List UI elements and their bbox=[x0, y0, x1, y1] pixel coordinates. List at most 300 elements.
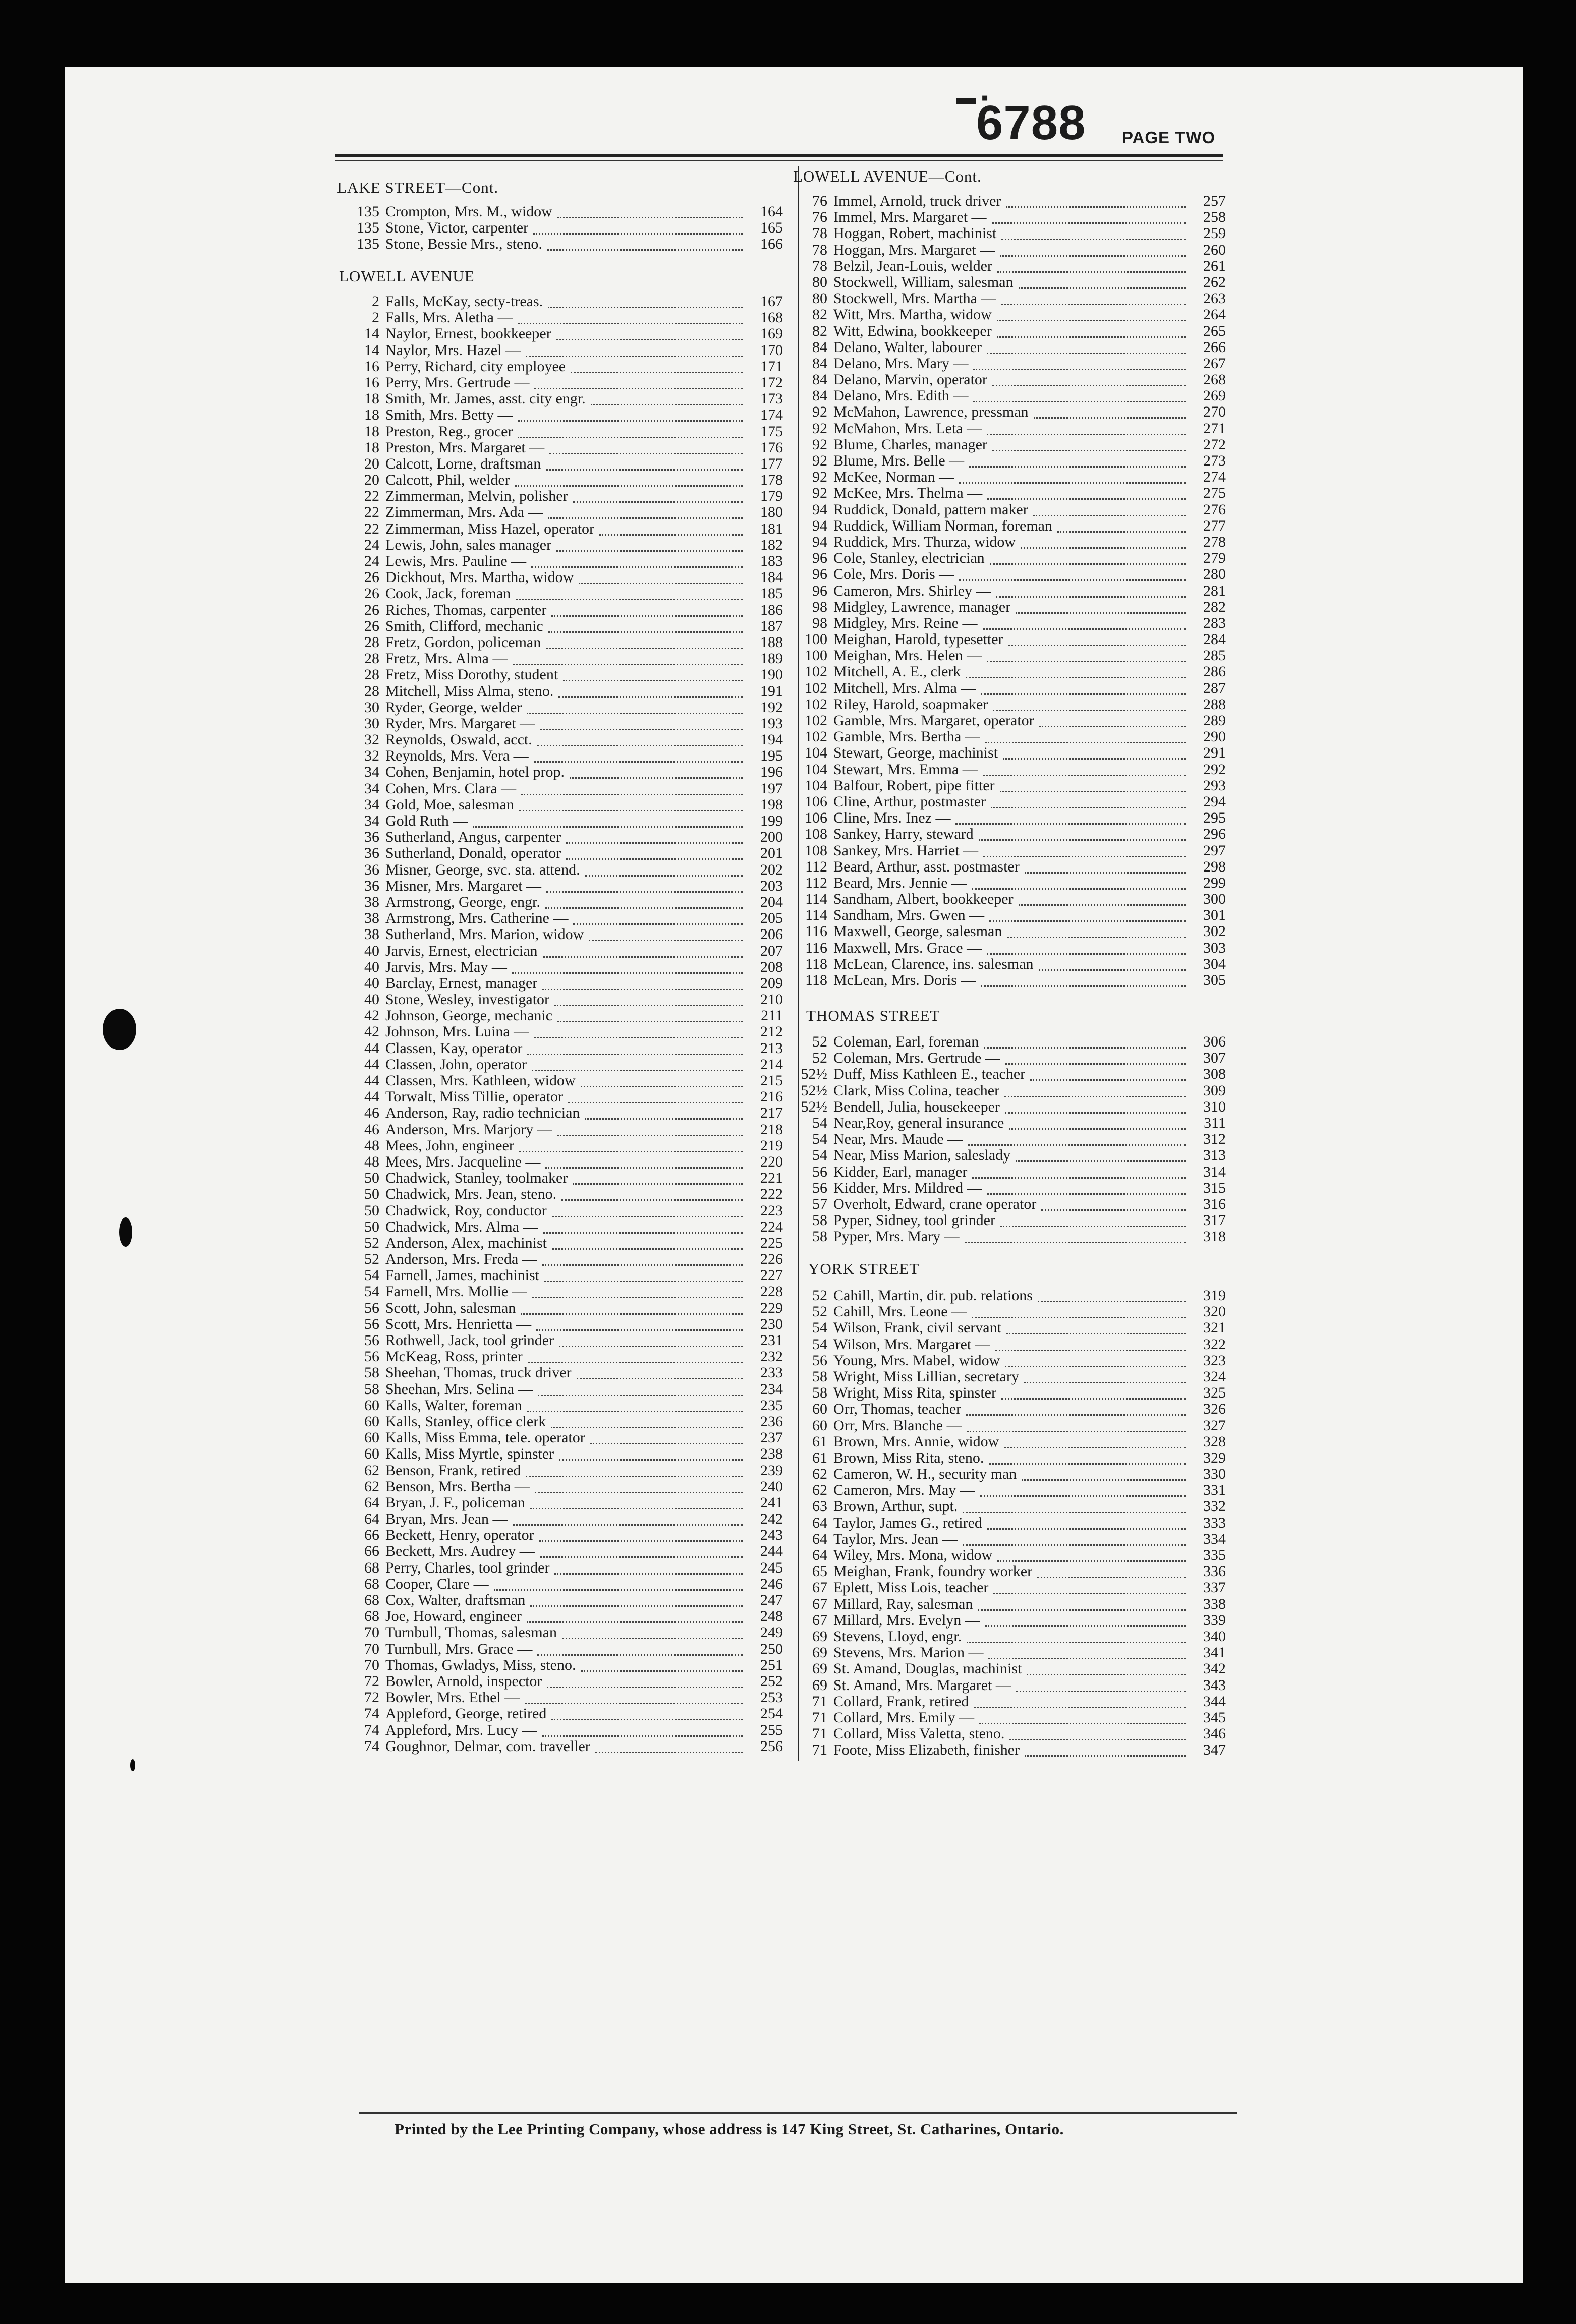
leader-dots bbox=[535, 1491, 743, 1493]
line-number: 253 bbox=[760, 1689, 783, 1706]
leader-dots bbox=[534, 1036, 743, 1038]
line-number: 334 bbox=[1203, 1530, 1226, 1547]
house-number: 28 bbox=[364, 633, 379, 651]
resident-name: Sankey, Mrs. Harriet — bbox=[833, 842, 979, 859]
leader-dots bbox=[532, 1296, 743, 1298]
house-number: 34 bbox=[364, 764, 379, 781]
line-number: 315 bbox=[1203, 1179, 1226, 1196]
line-number: 207 bbox=[760, 942, 783, 959]
line-number: 332 bbox=[1203, 1498, 1226, 1515]
leader-dots bbox=[995, 1349, 1186, 1351]
line-number: 229 bbox=[760, 1299, 783, 1316]
line-number: 228 bbox=[760, 1283, 783, 1300]
resident-name: Belzil, Jean-Louis, welder bbox=[833, 257, 992, 274]
line-number: 256 bbox=[760, 1737, 783, 1755]
line-number: 307 bbox=[1203, 1050, 1226, 1067]
leader-dots bbox=[548, 516, 743, 519]
house-number: 98 bbox=[812, 598, 827, 615]
resident-name: Classen, John, operator bbox=[385, 1056, 527, 1073]
resident-name: Kalls, Walter, foreman bbox=[385, 1397, 522, 1414]
house-number: 68 bbox=[364, 1559, 379, 1576]
resident-name: Sutherland, Donald, operator bbox=[385, 845, 561, 862]
resident-name: Stockwell, Mrs. Martha — bbox=[833, 290, 996, 307]
house-number: 26 bbox=[364, 569, 379, 586]
house-number: 71 bbox=[812, 1741, 827, 1759]
house-number: 66 bbox=[364, 1543, 379, 1560]
resident-name: Cameron, Mrs. May — bbox=[833, 1482, 975, 1499]
house-number: 69 bbox=[812, 1676, 827, 1694]
house-number: 71 bbox=[812, 1693, 827, 1710]
resident-name: McMahon, Lawrence, pressman bbox=[833, 403, 1029, 421]
house-number: 64 bbox=[812, 1514, 827, 1531]
resident-name: McKeag, Ross, printer bbox=[385, 1348, 523, 1365]
leader-dots bbox=[543, 955, 743, 958]
resident-name: St. Amand, Mrs. Margaret — bbox=[833, 1676, 1011, 1694]
leader-dots bbox=[983, 855, 1186, 857]
resident-name: Bryan, J. F., policeman bbox=[385, 1494, 525, 1511]
leader-dots bbox=[987, 1527, 1186, 1530]
resident-name: Cohen, Benjamin, hotel prop. bbox=[385, 764, 565, 781]
resident-name: Near,Roy, general insurance bbox=[833, 1114, 1004, 1131]
leader-dots bbox=[548, 630, 743, 633]
leader-dots bbox=[562, 1637, 743, 1639]
house-number: 52 bbox=[812, 1033, 827, 1050]
resident-name: Perry, Mrs. Gertrude — bbox=[385, 374, 530, 391]
leader-dots bbox=[512, 971, 743, 974]
leader-dots bbox=[959, 481, 1186, 484]
resident-name: Gold Ruth — bbox=[385, 812, 468, 829]
line-number: 178 bbox=[760, 472, 783, 489]
resident-name: Blume, Mrs. Belle — bbox=[833, 452, 965, 469]
line-number: 340 bbox=[1203, 1628, 1226, 1645]
section-heading: THOMAS STREET bbox=[806, 1007, 940, 1024]
line-number: 296 bbox=[1203, 826, 1226, 843]
leader-dots bbox=[1034, 416, 1186, 419]
resident-name: Jarvis, Ernest, electrician bbox=[385, 942, 538, 959]
house-number: 92 bbox=[812, 420, 827, 437]
house-number: 52 bbox=[812, 1050, 827, 1067]
leader-dots bbox=[987, 433, 1186, 435]
line-number: 225 bbox=[760, 1234, 783, 1251]
house-number: 68 bbox=[364, 1592, 379, 1608]
leader-dots bbox=[554, 1572, 743, 1575]
house-number: 135 bbox=[357, 219, 379, 237]
house-number: 60 bbox=[812, 1417, 827, 1434]
line-number: 343 bbox=[1203, 1676, 1226, 1694]
resident-name: Stevens, Mrs. Marion — bbox=[833, 1644, 984, 1661]
line-number: 260 bbox=[1203, 241, 1226, 258]
resident-name: Jarvis, Mrs. May — bbox=[385, 958, 507, 975]
house-number: 62 bbox=[364, 1478, 379, 1495]
resident-name: Ryder, Mrs. Margaret — bbox=[385, 715, 535, 732]
line-number: 325 bbox=[1203, 1384, 1226, 1402]
house-number: 56 bbox=[364, 1332, 379, 1349]
leader-dots bbox=[548, 306, 743, 308]
line-number: 175 bbox=[760, 423, 783, 440]
resident-name: Cooper, Clare — bbox=[385, 1575, 489, 1592]
resident-name: Falls, McKay, secty-treas. bbox=[385, 293, 543, 310]
resident-name: Cameron, Mrs. Shirley — bbox=[833, 582, 991, 599]
house-number: 102 bbox=[805, 712, 827, 729]
resident-name: Cole, Stanley, electrician bbox=[833, 550, 985, 567]
house-number: 54 bbox=[364, 1267, 379, 1284]
line-number: 197 bbox=[760, 780, 783, 797]
resident-name: Wright, Miss Rita, spinster bbox=[833, 1384, 996, 1402]
house-number: 67 bbox=[812, 1595, 827, 1612]
house-number: 72 bbox=[364, 1689, 379, 1706]
leader-dots bbox=[1025, 871, 1186, 874]
line-number: 302 bbox=[1203, 923, 1226, 940]
resident-name: Bryan, Mrs. Jean — bbox=[385, 1510, 508, 1528]
leader-dots bbox=[1024, 1381, 1186, 1383]
resident-name: Ryder, George, welder bbox=[385, 699, 522, 716]
resident-name: Anderson, Alex, machinist bbox=[385, 1234, 547, 1251]
line-number: 230 bbox=[760, 1315, 783, 1332]
leader-dots bbox=[1006, 1332, 1186, 1334]
resident-name: Millard, Mrs. Evelyn — bbox=[833, 1611, 980, 1629]
leader-dots bbox=[1057, 530, 1186, 533]
house-number: 34 bbox=[364, 780, 379, 797]
resident-name: Hoggan, Robert, machinist bbox=[833, 225, 997, 242]
leader-dots bbox=[1033, 514, 1186, 516]
leader-dots bbox=[1000, 254, 1186, 257]
line-number: 204 bbox=[760, 893, 783, 910]
line-number: 167 bbox=[760, 293, 783, 310]
resident-name: Anderson, Mrs. Marjory — bbox=[385, 1121, 552, 1138]
resident-name: Brown, Miss Rita, steno. bbox=[833, 1449, 984, 1466]
leader-dots bbox=[549, 452, 743, 454]
resident-name: Brown, Mrs. Annie, widow bbox=[833, 1433, 999, 1450]
resident-name: Duff, Miss Kathleen E., teacher bbox=[833, 1066, 1026, 1083]
line-number: 335 bbox=[1203, 1547, 1226, 1563]
house-number: 16 bbox=[364, 358, 379, 375]
resident-name: Scott, Mrs. Henrietta — bbox=[385, 1315, 532, 1332]
line-number: 219 bbox=[760, 1137, 783, 1154]
line-number: 267 bbox=[1203, 355, 1226, 372]
leader-dots bbox=[557, 216, 743, 218]
resident-name: Delano, Mrs. Edith — bbox=[833, 387, 969, 404]
house-number: 94 bbox=[812, 501, 827, 518]
house-number: 118 bbox=[805, 972, 827, 989]
resident-name: Benson, Frank, retired bbox=[385, 1462, 521, 1479]
house-number: 20 bbox=[364, 472, 379, 489]
house-number: 68 bbox=[364, 1575, 379, 1592]
resident-name: Kidder, Mrs. Mildred — bbox=[833, 1179, 982, 1196]
leader-dots bbox=[536, 1328, 743, 1331]
line-number: 186 bbox=[760, 601, 783, 618]
line-number: 274 bbox=[1203, 469, 1226, 486]
house-number: 60 bbox=[364, 1429, 379, 1446]
house-number: 71 bbox=[812, 1709, 827, 1726]
house-number: 94 bbox=[812, 517, 827, 534]
line-number: 294 bbox=[1203, 793, 1226, 810]
leader-dots bbox=[573, 922, 743, 925]
line-number: 329 bbox=[1203, 1449, 1226, 1466]
resident-name: Beckett, Mrs. Audrey — bbox=[385, 1543, 535, 1560]
leader-dots bbox=[1019, 903, 1186, 906]
leader-dots bbox=[966, 1413, 1186, 1416]
resident-name: Stewart, Mrs. Emma — bbox=[833, 761, 978, 778]
house-number: 28 bbox=[364, 666, 379, 683]
line-number: 309 bbox=[1203, 1082, 1226, 1099]
resident-name: Ruddick, Donald, pattern maker bbox=[833, 501, 1028, 518]
house-number: 68 bbox=[364, 1608, 379, 1625]
house-number: 54 bbox=[812, 1319, 827, 1337]
leader-dots bbox=[542, 1734, 743, 1737]
leader-dots bbox=[519, 1150, 743, 1152]
resident-name: Zimmerman, Melvin, polisher bbox=[385, 488, 568, 505]
leader-dots bbox=[1005, 1111, 1186, 1114]
line-number: 311 bbox=[1204, 1114, 1226, 1131]
resident-name: Kidder, Earl, manager bbox=[833, 1163, 968, 1180]
leader-dots bbox=[955, 822, 1186, 825]
house-number: 78 bbox=[812, 257, 827, 274]
resident-name: Cole, Mrs. Doris — bbox=[833, 566, 954, 583]
resident-name: Riches, Thomas, carpenter bbox=[385, 601, 547, 618]
resident-name: Joe, Howard, engineer bbox=[385, 1608, 522, 1625]
resident-name: Zimmerman, Mrs. Ada — bbox=[385, 504, 543, 521]
resident-name: Crompton, Mrs. M., widow bbox=[385, 203, 552, 220]
house-number: 38 bbox=[364, 893, 379, 910]
punch-hole-mark bbox=[130, 1759, 135, 1771]
leader-dots bbox=[997, 1559, 1186, 1562]
resident-name: McLean, Clarence, ins. salesman bbox=[833, 955, 1034, 972]
resident-name: Orr, Thomas, teacher bbox=[833, 1401, 962, 1418]
leader-dots bbox=[1025, 1754, 1186, 1757]
house-number: 80 bbox=[812, 273, 827, 290]
leader-dots bbox=[518, 322, 743, 324]
resident-name: Stone, Wesley, investigator bbox=[385, 991, 550, 1008]
resident-name: St. Amand, Douglas, machinist bbox=[833, 1660, 1022, 1677]
resident-name: Fretz, Gordon, policeman bbox=[385, 633, 541, 651]
leader-dots bbox=[1001, 303, 1186, 305]
leader-dots bbox=[1006, 205, 1186, 208]
leader-dots bbox=[533, 232, 743, 235]
line-number: 226 bbox=[760, 1251, 783, 1268]
leader-dots bbox=[595, 1751, 743, 1753]
leader-dots bbox=[568, 1101, 743, 1103]
leader-dots bbox=[989, 1462, 1186, 1465]
leader-dots bbox=[546, 468, 743, 471]
line-number: 308 bbox=[1203, 1066, 1226, 1083]
line-number: 330 bbox=[1203, 1466, 1226, 1483]
house-number: 94 bbox=[812, 533, 827, 550]
house-number: 62 bbox=[812, 1466, 827, 1483]
leader-dots bbox=[546, 890, 743, 893]
line-number: 316 bbox=[1203, 1195, 1226, 1212]
leader-dots bbox=[985, 1624, 1186, 1627]
resident-name: Midgley, Mrs. Reine — bbox=[833, 614, 978, 631]
house-number: 50 bbox=[364, 1202, 379, 1219]
house-number: 56 bbox=[364, 1299, 379, 1316]
leader-dots bbox=[538, 1393, 743, 1396]
house-number: 63 bbox=[812, 1498, 827, 1515]
house-number: 65 bbox=[812, 1563, 827, 1580]
line-number: 192 bbox=[760, 699, 783, 716]
resident-name: Coleman, Earl, foreman bbox=[833, 1033, 979, 1050]
house-number: 67 bbox=[812, 1579, 827, 1596]
line-number: 215 bbox=[760, 1072, 783, 1089]
house-number: 108 bbox=[805, 842, 827, 859]
resident-name: McKee, Mrs. Thelma — bbox=[833, 485, 983, 502]
leader-dots bbox=[972, 887, 1186, 890]
leader-dots bbox=[1021, 546, 1186, 549]
line-number: 289 bbox=[1203, 712, 1226, 729]
section-heading: LOWELL AVENUE bbox=[339, 267, 475, 285]
header-rule bbox=[335, 154, 1223, 157]
resident-name: Chadwick, Stanley, toolmaker bbox=[385, 1170, 568, 1187]
line-number: 180 bbox=[760, 504, 783, 521]
line-number: 237 bbox=[760, 1429, 783, 1446]
resident-name: Johnson, George, mechanic bbox=[385, 1007, 553, 1024]
resident-name: Near, Mrs. Maude — bbox=[833, 1131, 963, 1148]
house-number: 76 bbox=[812, 209, 827, 226]
house-number: 50 bbox=[364, 1218, 379, 1235]
line-number: 268 bbox=[1203, 371, 1226, 388]
house-number: 32 bbox=[364, 731, 379, 748]
line-number: 247 bbox=[760, 1592, 783, 1608]
line-number: 164 bbox=[760, 203, 783, 220]
line-number: 286 bbox=[1203, 663, 1226, 680]
leader-dots bbox=[513, 663, 743, 665]
house-number: 56 bbox=[812, 1179, 827, 1196]
house-number: 69 bbox=[812, 1660, 827, 1677]
house-number: 61 bbox=[812, 1449, 827, 1466]
leader-dots bbox=[599, 533, 743, 536]
house-number: 114 bbox=[805, 891, 827, 908]
resident-name: Gold, Moe, salesman bbox=[385, 796, 514, 813]
house-number: 24 bbox=[364, 536, 379, 553]
house-number: 62 bbox=[812, 1482, 827, 1499]
leader-dots bbox=[992, 449, 1186, 451]
house-number: 58 bbox=[812, 1368, 827, 1385]
line-number: 188 bbox=[760, 633, 783, 651]
line-number: 345 bbox=[1203, 1709, 1226, 1726]
line-number: 269 bbox=[1203, 387, 1226, 404]
house-number: 135 bbox=[357, 203, 379, 220]
line-number: 165 bbox=[760, 219, 783, 237]
resident-name: Armstrong, Mrs. Catherine — bbox=[385, 910, 569, 927]
line-number: 173 bbox=[760, 390, 783, 408]
house-number: 38 bbox=[364, 910, 379, 927]
leader-dots bbox=[534, 387, 743, 389]
house-number: 92 bbox=[812, 485, 827, 502]
line-number: 261 bbox=[1203, 257, 1226, 274]
resident-name: Cohen, Mrs. Clara — bbox=[385, 780, 517, 797]
leader-dots bbox=[1016, 1690, 1186, 1692]
house-number: 42 bbox=[364, 1023, 379, 1040]
house-number: 108 bbox=[805, 826, 827, 843]
leader-dots bbox=[559, 1345, 743, 1347]
house-number: 54 bbox=[812, 1147, 827, 1164]
leader-dots bbox=[525, 1702, 743, 1704]
leader-dots bbox=[531, 565, 743, 568]
leader-dots bbox=[973, 400, 1186, 402]
leader-dots bbox=[547, 1686, 743, 1688]
resident-name: Brown, Arthur, supt. bbox=[833, 1498, 958, 1515]
house-number: 102 bbox=[805, 728, 827, 745]
leader-dots bbox=[990, 562, 1186, 565]
line-number: 211 bbox=[761, 1007, 783, 1024]
line-number: 212 bbox=[760, 1023, 783, 1040]
leader-dots bbox=[539, 1539, 743, 1542]
resident-name: Anderson, Ray, radio technician bbox=[385, 1105, 580, 1122]
resident-name: Smith, Mr. James, asst. city engr. bbox=[385, 390, 586, 408]
line-number: 209 bbox=[760, 974, 783, 992]
line-number: 220 bbox=[760, 1153, 783, 1170]
line-number: 235 bbox=[760, 1397, 783, 1414]
line-number: 327 bbox=[1203, 1417, 1226, 1434]
resident-name: Balfour, Robert, pipe fitter bbox=[833, 777, 995, 794]
leader-dots bbox=[983, 627, 1186, 630]
resident-name: Meighan, Frank, foundry worker bbox=[833, 1563, 1033, 1580]
house-number: 74 bbox=[364, 1705, 379, 1722]
leader-dots bbox=[579, 582, 743, 584]
resident-name: Dickhout, Mrs. Martha, widow bbox=[385, 569, 574, 586]
resident-name: Calcott, Phil, welder bbox=[385, 472, 510, 489]
line-number: 193 bbox=[760, 715, 783, 732]
resident-name: Lewis, John, sales manager bbox=[385, 536, 552, 553]
resident-name: Chadwick, Roy, conductor bbox=[385, 1202, 547, 1219]
resident-name: Reynolds, Mrs. Vera — bbox=[385, 747, 529, 765]
resident-name: Maxwell, George, salesman bbox=[833, 923, 1002, 940]
line-number: 277 bbox=[1203, 517, 1226, 534]
leader-dots bbox=[521, 1312, 743, 1315]
house-number: 38 bbox=[364, 926, 379, 943]
line-number: 283 bbox=[1203, 614, 1226, 631]
resident-name: Preston, Mrs. Margaret — bbox=[385, 439, 545, 456]
resident-name: Ruddick, William Norman, foreman bbox=[833, 517, 1052, 534]
house-number: 52 bbox=[364, 1251, 379, 1268]
house-number: 44 bbox=[364, 1039, 379, 1057]
line-number: 234 bbox=[760, 1380, 783, 1398]
leader-dots bbox=[979, 838, 1186, 841]
resident-name: Lewis, Mrs. Pauline — bbox=[385, 553, 527, 569]
leader-dots bbox=[987, 660, 1186, 662]
house-number: 64 bbox=[364, 1494, 379, 1511]
leader-dots bbox=[1009, 1738, 1186, 1740]
house-number: 60 bbox=[364, 1445, 379, 1463]
house-number: 62 bbox=[364, 1462, 379, 1479]
line-number: 287 bbox=[1203, 679, 1226, 696]
resident-name: Mitchell, A. E., clerk bbox=[833, 663, 961, 680]
resident-name: Cox, Walter, draftsman bbox=[385, 1592, 526, 1608]
house-number: 30 bbox=[364, 715, 379, 732]
resident-name: Millard, Ray, salesman bbox=[833, 1595, 973, 1612]
house-number: 60 bbox=[364, 1413, 379, 1430]
leader-dots bbox=[551, 1718, 743, 1720]
house-number: 54 bbox=[364, 1283, 379, 1300]
leader-dots bbox=[563, 679, 743, 681]
leader-dots bbox=[557, 1020, 743, 1022]
resident-name: Stone, Bessie Mrs., steno. bbox=[385, 236, 542, 253]
resident-name: Smith, Clifford, mechanic bbox=[385, 617, 543, 634]
resident-name: Cahill, Mrs. Leone — bbox=[833, 1303, 967, 1320]
line-number: 199 bbox=[760, 812, 783, 829]
line-number: 275 bbox=[1203, 485, 1226, 502]
line-number: 285 bbox=[1203, 647, 1226, 664]
house-number: 96 bbox=[812, 582, 827, 599]
resident-name: Sheehan, Mrs. Selina — bbox=[385, 1380, 533, 1398]
house-number: 52 bbox=[812, 1287, 827, 1304]
resident-name: Kalls, Miss Emma, tele. operator bbox=[385, 1429, 585, 1446]
house-number: 22 bbox=[364, 520, 379, 537]
house-number: 104 bbox=[805, 761, 827, 778]
line-number: 182 bbox=[760, 536, 783, 553]
line-number: 271 bbox=[1203, 420, 1226, 437]
leader-dots bbox=[993, 1592, 1186, 1594]
house-number: 69 bbox=[812, 1628, 827, 1645]
